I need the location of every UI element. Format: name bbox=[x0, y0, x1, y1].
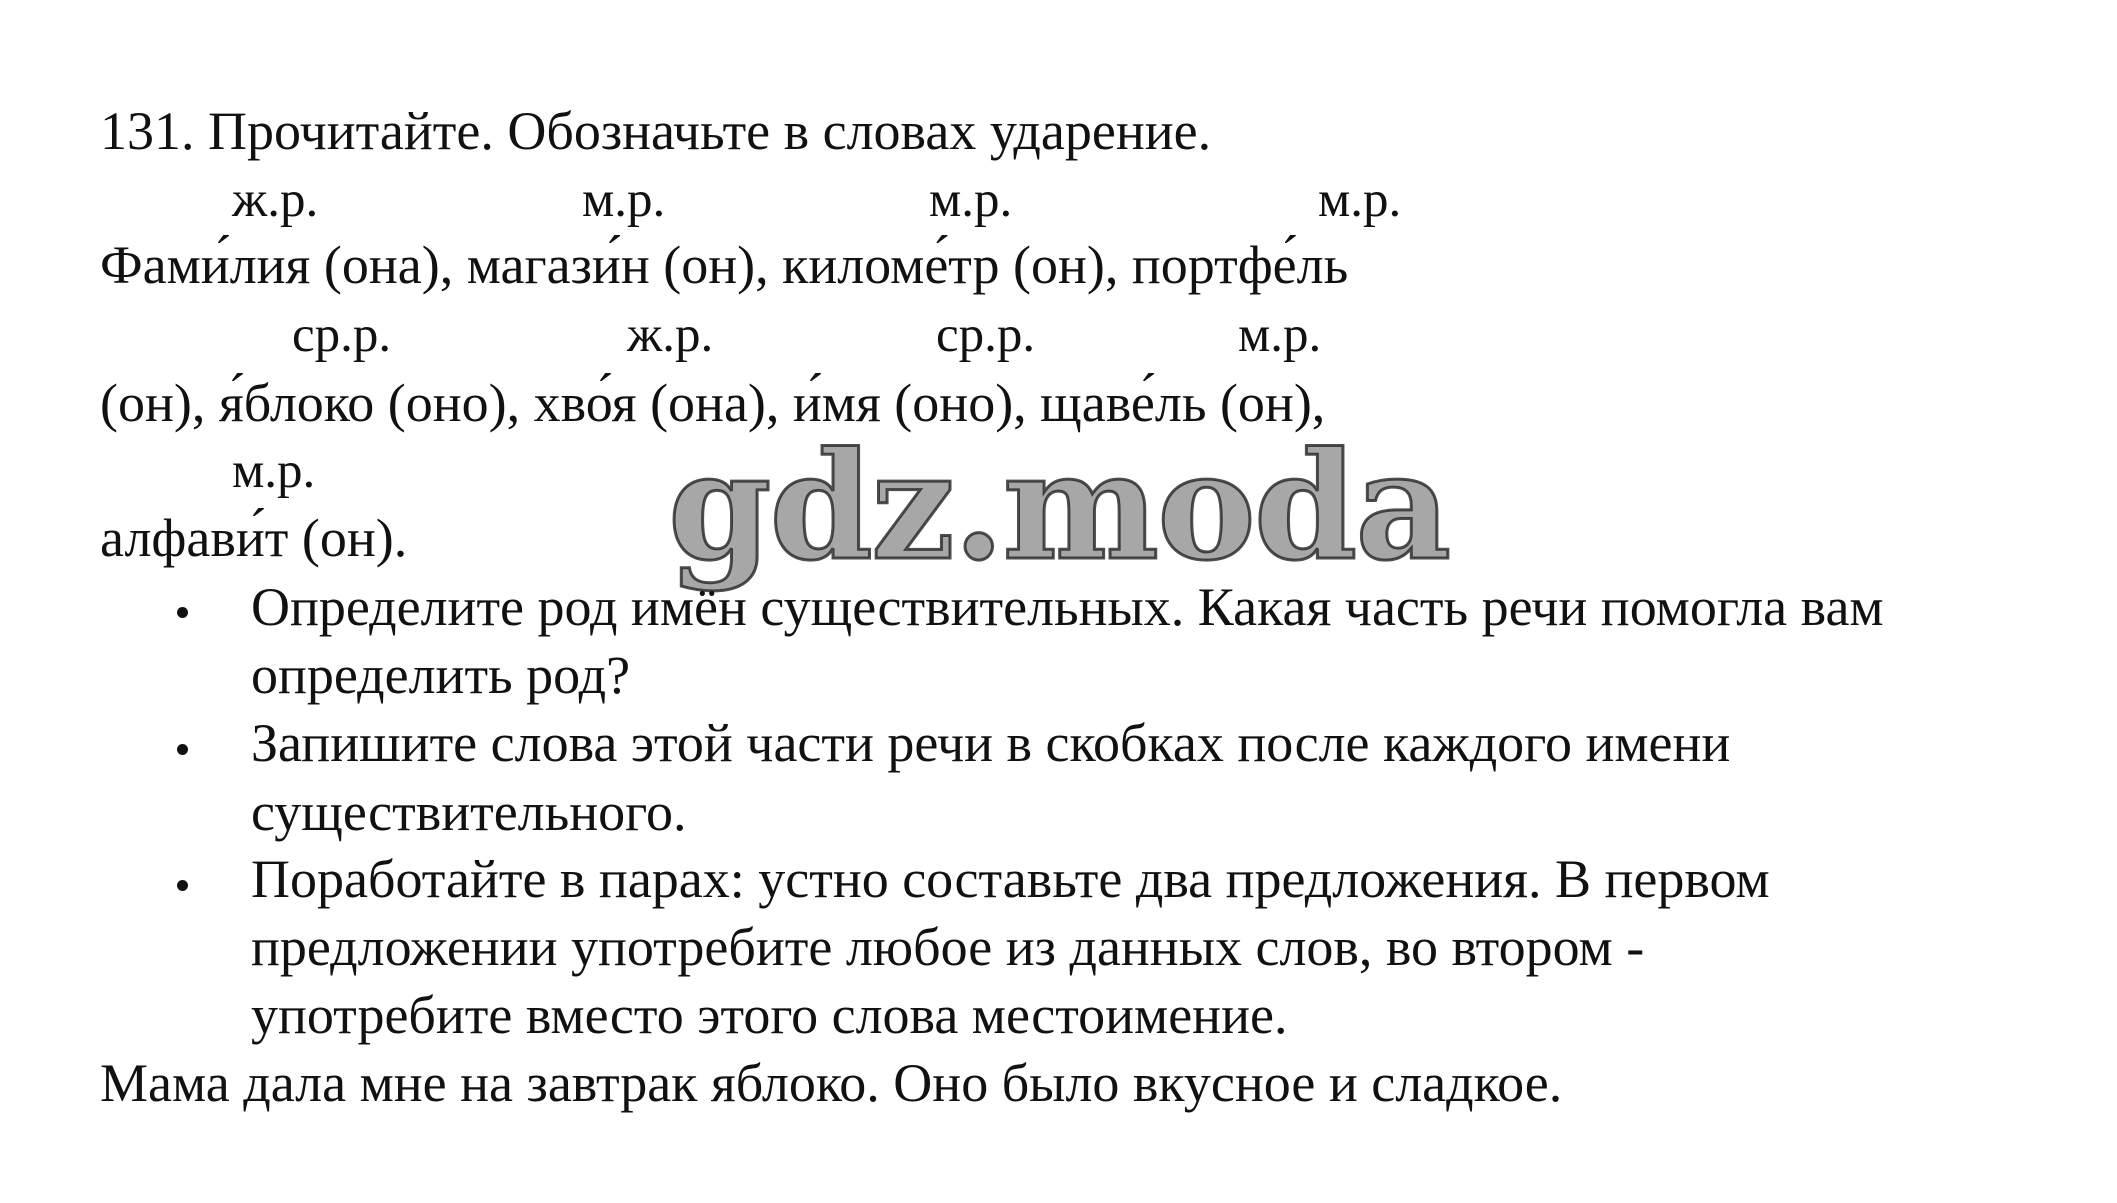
gender-mark: м.р. bbox=[232, 443, 316, 499]
gender-mark: ср.р. bbox=[936, 307, 1036, 363]
answer-text: Мама дала мне на завтрак яблоко. Оно было вкусное и сладкое. bbox=[100, 1053, 1563, 1113]
word-line: (он), я́блоко (оно), хво́я (она), и́мя (оно), щаве́ль (он), bbox=[100, 373, 1326, 433]
word-line: Фами́лия (она), магази́н (он), киломе́тр (он), портфе́ль bbox=[100, 235, 1349, 295]
gender-mark: ж.р. bbox=[232, 172, 319, 228]
bullet-icon bbox=[177, 744, 188, 755]
task-line: существительного. bbox=[251, 782, 687, 842]
task-line: Запишите слова этой части речи в скобках после каждого имени bbox=[251, 713, 1731, 773]
exercise-heading: 131. Прочитайте. Обозначьте в словах ударение. bbox=[100, 101, 1212, 161]
task-line: определить род? bbox=[251, 645, 631, 705]
gender-mark: м.р. bbox=[1318, 172, 1402, 228]
gender-mark: ж.р. bbox=[627, 307, 714, 363]
task-line: Определите род имён существительных. Какая часть речи помогла вам bbox=[251, 577, 1884, 637]
bullet-icon bbox=[177, 607, 188, 618]
word-line: алфави́т (он). bbox=[100, 508, 408, 568]
task-line: Поработайте в парах: устно составьте два предложения. В первом bbox=[251, 849, 1770, 909]
task-line: употребите вместо этого слова местоимение. bbox=[251, 985, 1288, 1045]
gender-mark: м.р. bbox=[582, 172, 666, 228]
watermark-logo: gdz.moda bbox=[668, 419, 1450, 593]
gender-mark: м.р. bbox=[1238, 307, 1322, 363]
task-line: предложении употребите любое из данных слов, во втором - bbox=[251, 917, 1645, 977]
bullet-icon bbox=[177, 880, 188, 891]
gender-mark: ср.р. bbox=[292, 307, 392, 363]
gender-mark: м.р. bbox=[929, 172, 1013, 228]
